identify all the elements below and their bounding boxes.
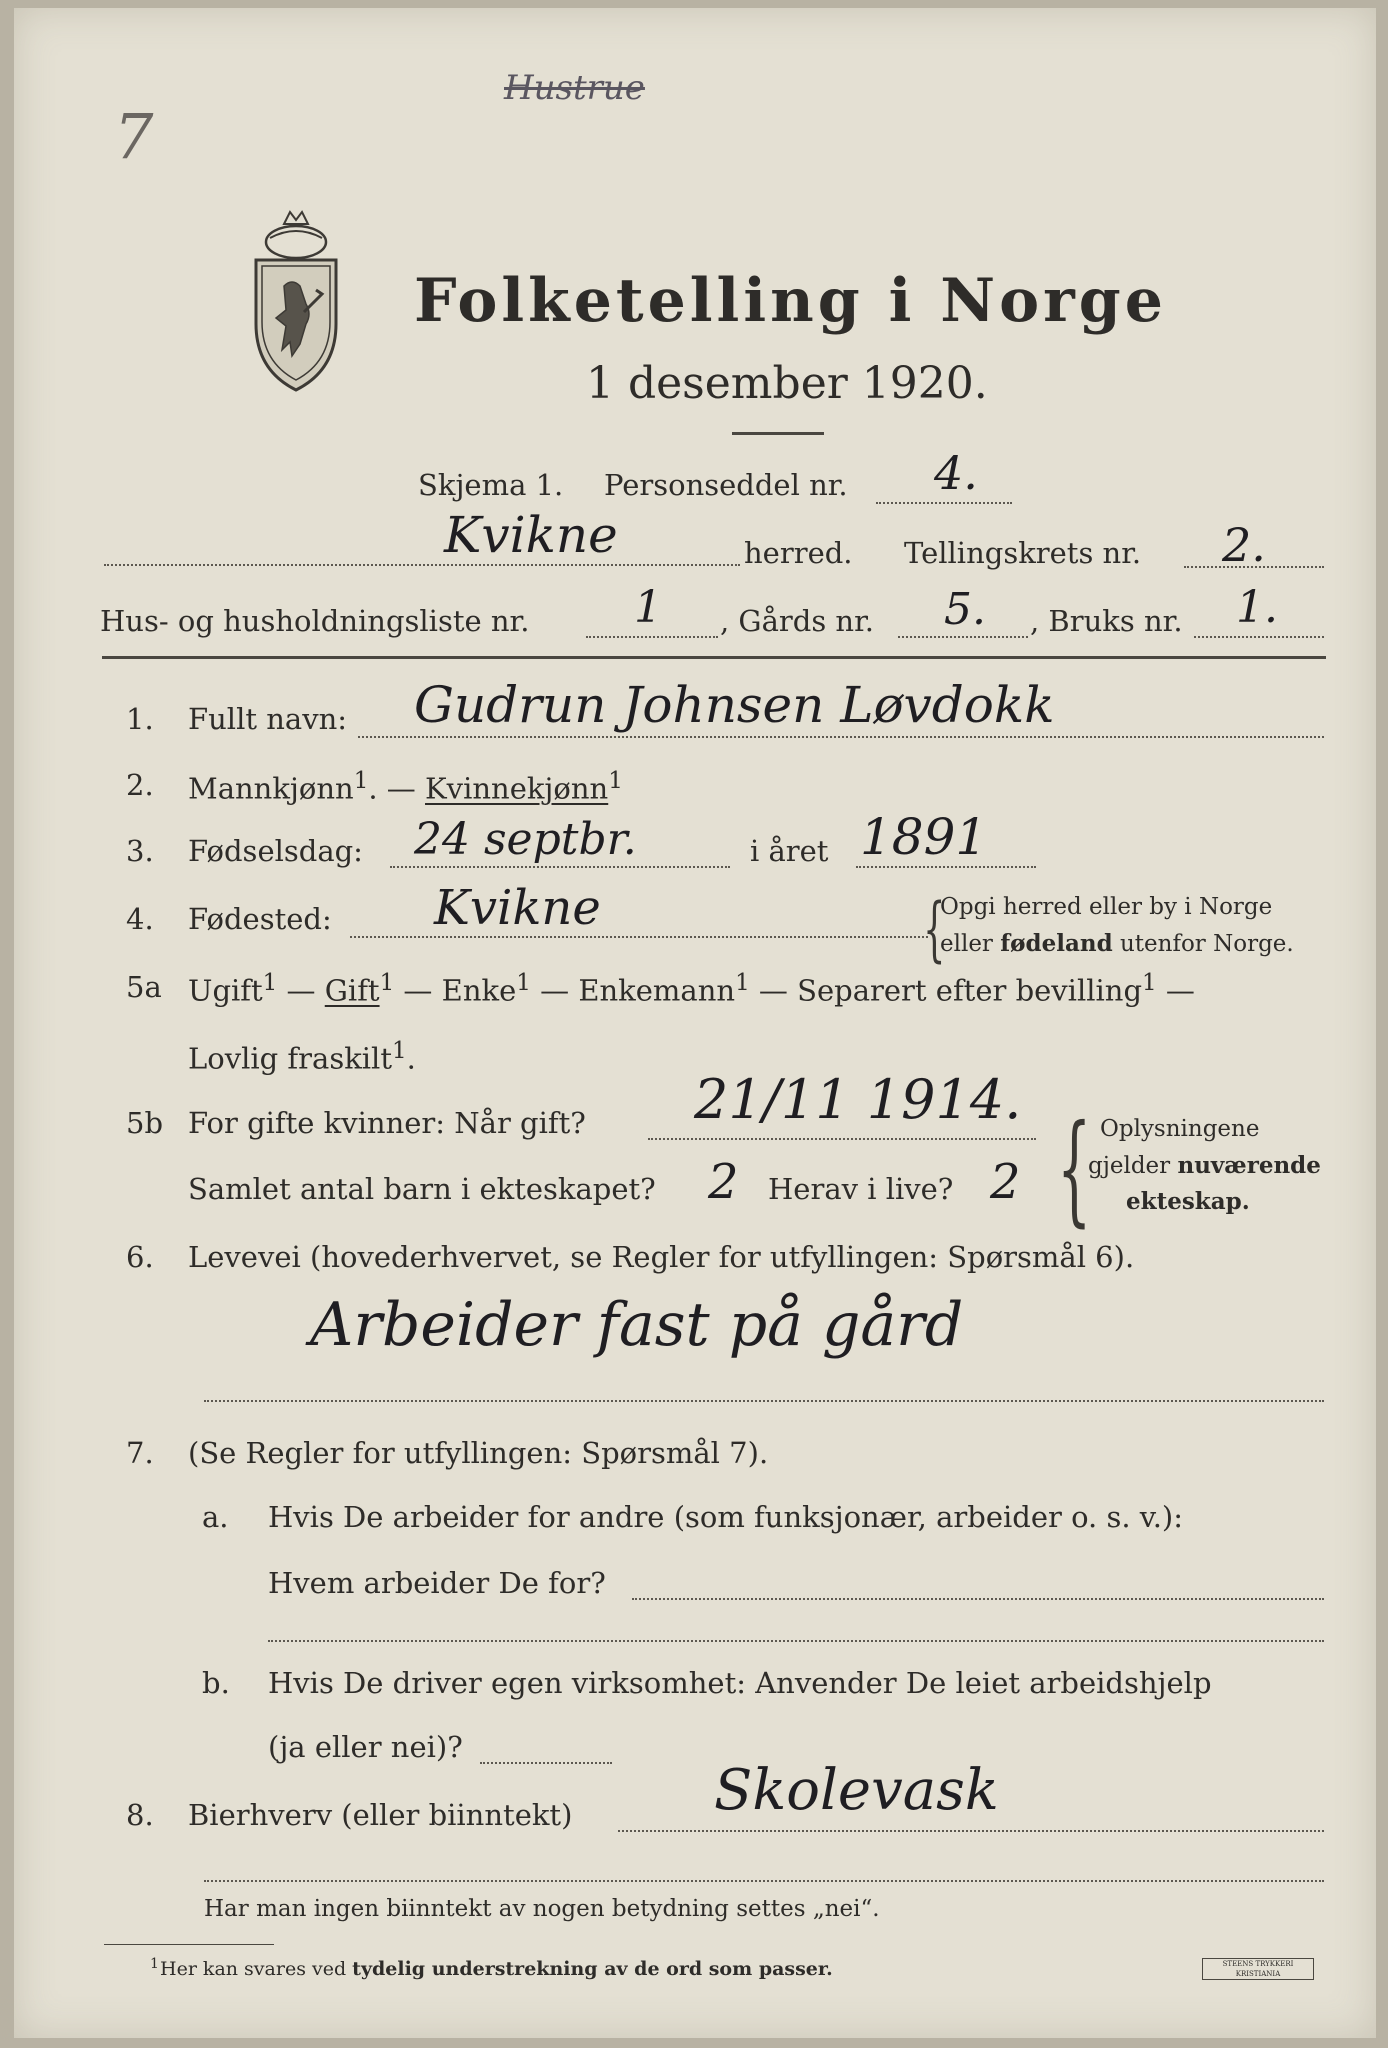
husholdningsliste-value: 1 bbox=[634, 582, 662, 633]
census-form-sheet bbox=[14, 8, 1376, 2038]
question-7a-letter: a. bbox=[202, 1500, 229, 1534]
side-income-value: Skolevask bbox=[714, 1758, 999, 1823]
question-6-number: 6. bbox=[126, 1240, 154, 1274]
children-alive-label: Herav i live? bbox=[768, 1172, 954, 1206]
tellingskrets-value: 2. bbox=[1222, 518, 1266, 572]
full-name-dotted-line bbox=[358, 736, 1324, 738]
question-7a-line-2: Hvem arbeider De for? bbox=[268, 1566, 606, 1600]
corner-pencil-mark: 7 bbox=[114, 100, 154, 173]
question-7b-line-2: (ja eller nei)? bbox=[268, 1730, 463, 1764]
birthday-value: 24 septbr. bbox=[414, 814, 637, 865]
census-date: 1 desember 1920. bbox=[586, 358, 988, 409]
divorced-option: Lovlig fraskilt$^1$. bbox=[188, 1038, 416, 1076]
title-divider bbox=[732, 432, 824, 435]
tellingskrets-label: Tellingskrets nr. bbox=[904, 536, 1142, 570]
question-7a-line-1: Hvis De arbeider for andre (som funksjonær, arbeider o. s. v.): bbox=[268, 1500, 1184, 1534]
birthplace-note-brace: { bbox=[923, 888, 946, 970]
side-income-dotted-line bbox=[618, 1830, 1324, 1832]
occupation-value: Arbeider fast på gård bbox=[310, 1290, 964, 1360]
male-option: Mannkjønn bbox=[188, 771, 354, 806]
employer-dotted-line-2 bbox=[268, 1640, 1324, 1642]
children-alive-value: 2 bbox=[990, 1154, 1021, 1210]
footnote: 1 Her kan svares ved tydelig understrekning av de ord som passer. bbox=[150, 1956, 833, 1980]
husholdningsliste-dotted-line bbox=[586, 636, 718, 638]
question-2-number: 2. bbox=[126, 768, 154, 802]
struck-out-word: Hustrue bbox=[504, 68, 645, 108]
gards-label: , Gårds nr. bbox=[720, 604, 874, 638]
children-total-label: Samlet antal barn i ekteskapet? bbox=[188, 1172, 656, 1206]
question-5b-number: 5b bbox=[126, 1106, 164, 1140]
birthday-label: Fødselsdag: bbox=[188, 834, 363, 868]
birth-year-dotted-line bbox=[856, 866, 1036, 868]
herred-value: Kvikne bbox=[444, 506, 618, 564]
bruks-value: 1. bbox=[1236, 582, 1278, 633]
married-when-dotted-line bbox=[648, 1138, 1036, 1140]
question-1-number: 1. bbox=[126, 702, 154, 736]
birth-year-value: 1891 bbox=[860, 808, 988, 866]
question-5a-number: 5a bbox=[126, 970, 162, 1004]
occupation-label: Levevei (hovederhvervet, se Regler for utfyllingen: Spørsmål 6). bbox=[188, 1240, 1135, 1274]
personseddel-dotted-line bbox=[876, 502, 1012, 504]
page-title: Folketelling i Norge bbox=[414, 266, 1167, 336]
married-option-underlined: Gift bbox=[324, 973, 380, 1008]
footnote-divider bbox=[104, 1944, 274, 1945]
personseddel-value: 4. bbox=[934, 446, 978, 500]
hired-help-dotted-line bbox=[480, 1762, 612, 1764]
married-when-label: For gifte kvinner: Når gift? bbox=[188, 1106, 586, 1140]
herred-dotted-line bbox=[104, 564, 740, 566]
female-option-underlined: Kvinnekjønn bbox=[425, 771, 609, 806]
question-8-number: 8. bbox=[126, 1798, 154, 1832]
marital-status-options: Ugift$^1$ — Gift$^1$ — Enke$^1$ — Enkemann$^1$ — Separert efter bevilling$^1$ — bbox=[188, 970, 1195, 1008]
employer-dotted-line-1 bbox=[632, 1598, 1324, 1600]
question-7b-letter: b. bbox=[202, 1666, 230, 1700]
bruks-label: , Bruks nr. bbox=[1030, 604, 1183, 638]
birthplace-note-line-2: eller fødeland utenfor Norge. bbox=[940, 930, 1294, 957]
husholdningsliste-label: Hus- og husholdningsliste nr. bbox=[100, 604, 530, 638]
schema-label: Skjema 1. bbox=[418, 468, 564, 502]
herred-label: herred. bbox=[744, 536, 853, 570]
gards-dotted-line bbox=[898, 636, 1028, 638]
full-name-value: Gudrun Johnsen Løvdokk bbox=[414, 676, 1055, 734]
birthplace-dotted-line bbox=[350, 936, 928, 938]
birthday-dotted-line bbox=[390, 866, 730, 868]
question-7b-line-1: Hvis De driver egen virksomhet: Anvender De leiet arbeidshjelp bbox=[268, 1666, 1212, 1700]
birthplace-label: Fødested: bbox=[188, 902, 332, 936]
side-income-label: Bierhverv (eller biinntekt) bbox=[188, 1798, 573, 1832]
birthplace-value: Kvikne bbox=[434, 880, 601, 936]
footnote-mark: 1 bbox=[150, 1956, 159, 1972]
question-3-number: 3. bbox=[126, 834, 154, 868]
printer-stamp: STEENS TRYKKERI KRISTIANIA bbox=[1202, 1958, 1314, 1980]
gender-options: Mannkjønn$^1$. — Kvinnekjønn$^1$ bbox=[188, 768, 623, 806]
gards-value: 5. bbox=[944, 584, 986, 635]
personseddel-label: Personseddel nr. bbox=[604, 468, 848, 502]
marriage-note-line-2: gjelder nuværende bbox=[1088, 1152, 1321, 1179]
question-4-number: 4. bbox=[126, 902, 154, 936]
question-7-number: 7. bbox=[126, 1436, 154, 1470]
no-income-note: Har man ingen biinntekt av nogen betydning settes „nei“. bbox=[204, 1896, 880, 1922]
bruks-dotted-line bbox=[1194, 636, 1324, 638]
children-total-value: 2 bbox=[708, 1154, 739, 1210]
marriage-note-line-1: Oplysningene bbox=[1100, 1116, 1260, 1142]
birth-year-label: i året bbox=[750, 834, 829, 868]
norway-coat-of-arms-icon bbox=[246, 194, 346, 394]
marriage-note-brace: { bbox=[1056, 1100, 1092, 1239]
marriage-note-line-3: ekteskap. bbox=[1126, 1188, 1250, 1215]
occupation-dotted-line bbox=[204, 1400, 1324, 1402]
section-divider bbox=[102, 656, 1326, 659]
side-income-dotted-line-2 bbox=[204, 1880, 1324, 1882]
full-name-label: Fullt navn: bbox=[188, 702, 348, 736]
question-7-label: (Se Regler for utfyllingen: Spørsmål 7). bbox=[188, 1436, 769, 1470]
married-when-value: 21/11 1914. bbox=[694, 1068, 1022, 1131]
birthplace-note-line-1: Opgi herred eller by i Norge bbox=[940, 894, 1273, 920]
